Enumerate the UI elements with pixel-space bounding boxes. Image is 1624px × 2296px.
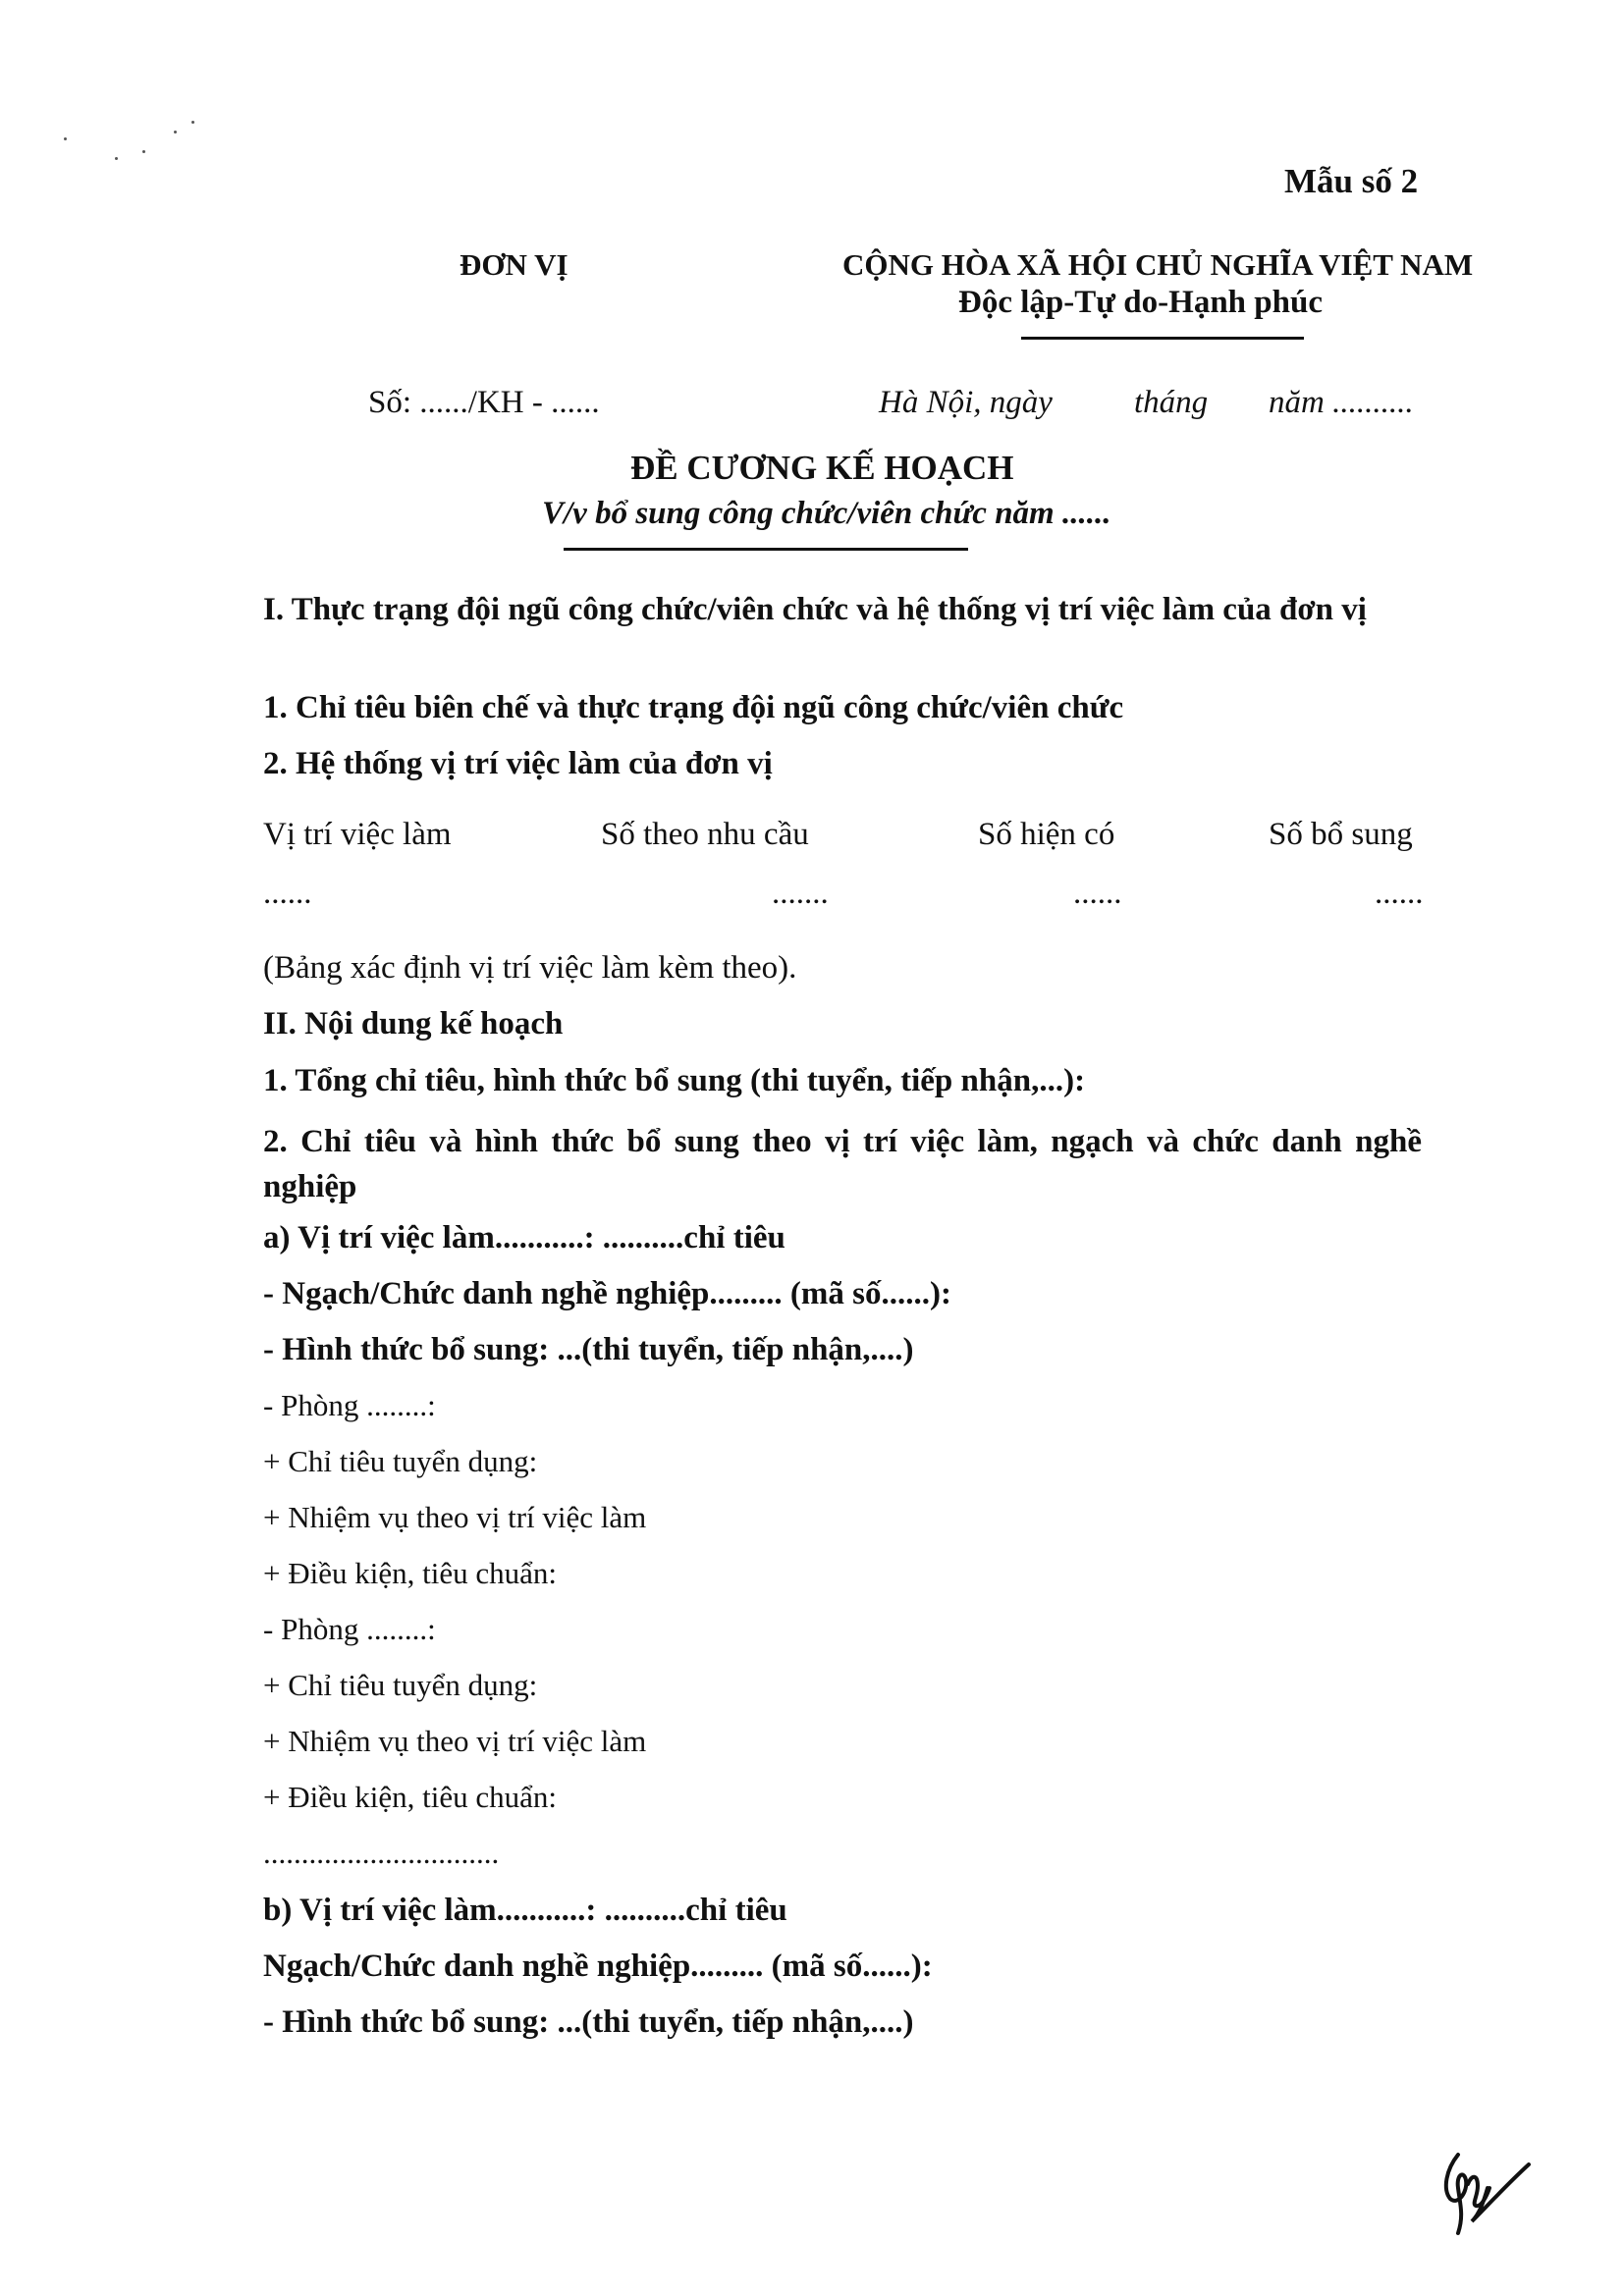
position-a-quota-1: + Chỉ tiêu tuyển dụng: — [263, 1444, 538, 1478]
place-date: Hà Nội, ngày — [879, 385, 1053, 420]
position-b-rank: Ngạch/Chức danh nghề nghiệp......... (mã số......): — [263, 1949, 933, 1984]
position-a-title: a) Vị trí việc làm...........: ..........chỉ tiêu — [263, 1220, 785, 1255]
section-1-item-1: 1. Chỉ tiêu biên chế và thực trạng đội ngũ công chức/viên chức — [263, 690, 1124, 725]
section-1-item-2: 2. Hệ thống vị trí việc làm của đơn vị — [263, 746, 773, 781]
table-cell-additional: ...... — [1375, 876, 1424, 911]
section-2-heading: II. Nội dung kế hoạch — [263, 1006, 564, 1041]
unit-label: ĐƠN VỊ — [460, 247, 568, 282]
scan-specks — [54, 113, 211, 172]
section-2-item-2: 2. Chỉ tiêu và hình thức bổ sung theo vị trí việc làm, ngạch và chức danh nghề nghiệp — [263, 1124, 1422, 1204]
table-header-current: Số hiện có — [978, 817, 1115, 852]
date-year: năm .......... — [1269, 385, 1414, 420]
position-b-form: - Hình thức bổ sung: ...(thi tuyển, tiếp nhận,....) — [263, 2004, 914, 2040]
position-b-title: b) Vị trí việc làm...........: ..........chỉ tiêu — [263, 1893, 787, 1928]
position-a-duty-1: + Nhiệm vụ theo vị trí việc làm — [263, 1500, 647, 1534]
title-underline — [564, 548, 968, 551]
document-number: Số: ....../KH - ...... — [368, 385, 600, 420]
position-a-rank: - Ngạch/Chức danh nghề nghiệp......... (mã số......): — [263, 1276, 951, 1311]
position-a-dots: ............................... — [263, 1836, 500, 1870]
table-cell-current: ...... — [1073, 876, 1122, 911]
attached-table-note: (Bảng xác định vị trí việc làm kèm theo). — [263, 950, 797, 986]
section-1-heading: I. Thực trạng đội ngũ công chức/viên chức và hệ thống vị trí việc làm của đơn vị — [263, 592, 1367, 627]
table-cell-needed: ....... — [772, 876, 829, 911]
position-a-condition-1: + Điều kiện, tiêu chuẩn: — [263, 1556, 557, 1590]
motto: Độc lập-Tự do-Hạnh phúc — [958, 285, 1323, 320]
date-month: tháng — [1134, 385, 1209, 420]
form-number: Mẫu số 2 — [1284, 162, 1419, 200]
country-name: CỘNG HÒA XÃ HỘI CHỦ NGHĨA VIỆT NAM — [842, 247, 1474, 282]
position-a-department-1: - Phòng ........: — [263, 1388, 436, 1422]
position-a-department-2: - Phòng ........: — [263, 1612, 436, 1646]
table-header-position: Vị trí việc làm — [263, 817, 452, 852]
table-header-needed: Số theo nhu cầu — [601, 817, 809, 852]
table-cell-position: ...... — [263, 876, 312, 911]
document-subtitle: V/v bổ sung công chức/viên chức năm ...... — [542, 496, 1111, 531]
position-a-condition-2: + Điều kiện, tiêu chuẩn: — [263, 1780, 557, 1814]
table-header-additional: Số bổ sung — [1269, 817, 1413, 852]
position-a-form: - Hình thức bổ sung: ...(thi tuyển, tiếp nhận,....) — [263, 1332, 914, 1367]
position-a-duty-2: + Nhiệm vụ theo vị trí việc làm — [263, 1724, 647, 1758]
motto-underline — [1021, 337, 1304, 340]
document-title: ĐỀ CƯƠNG KẾ HOẠCH — [630, 449, 1014, 487]
section-2-item-1: 1. Tổng chỉ tiêu, hình thức bổ sung (thi tuyển, tiếp nhận,...): — [263, 1063, 1086, 1098]
handwritten-initials-icon — [1429, 2145, 1537, 2243]
position-a-quota-2: + Chỉ tiêu tuyển dụng: — [263, 1668, 538, 1702]
